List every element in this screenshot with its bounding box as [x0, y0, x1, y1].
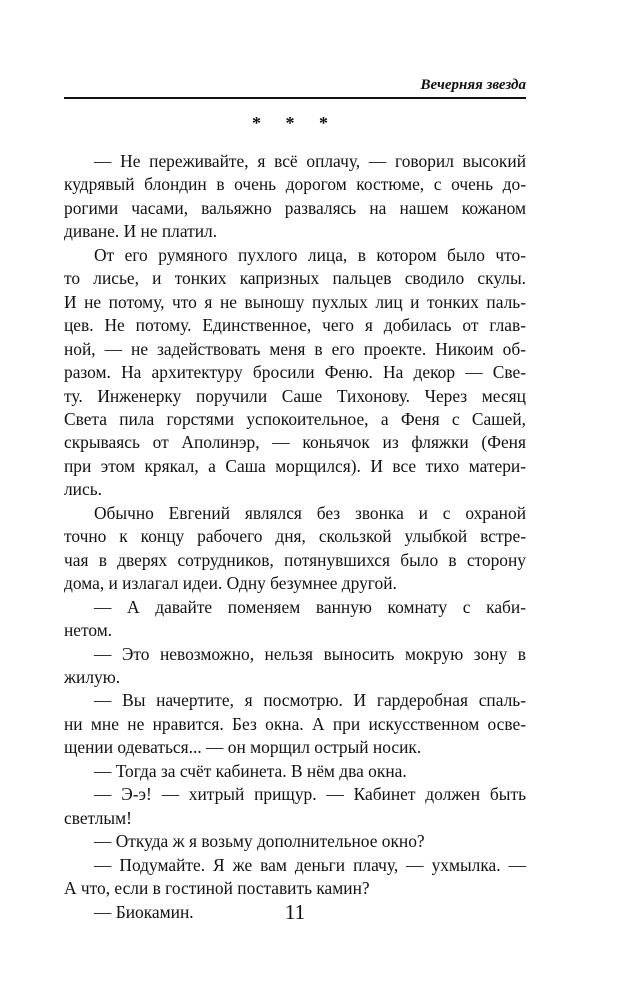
text-line: дома, и излагал идеи. Одну безумнее другой.	[64, 573, 397, 594]
text-line: ту. Инженерку поручили Саше Тихонову. Через месяц	[64, 385, 526, 406]
text-line: — Не переживайте, я всё оплачу, — говорил высокий	[94, 151, 526, 171]
text-line: разом. На архитектуру бросили Феню. На декор — Све-	[64, 362, 526, 383]
text-line: нетом.	[64, 620, 113, 641]
text-line: — Тогда за счёт кабинета. В нём два окна.	[94, 760, 407, 781]
text-block	[64, 150, 526, 924]
running-title: Вечерняя звезда	[420, 77, 526, 93]
text-line: скрываясь от Аполинэр, — коньячок из фляжки (Феня	[64, 432, 526, 453]
text-line: то лисье, и тонких капризных пальцев сводило скулы.	[64, 268, 526, 289]
text-line: диване. И не платил.	[64, 221, 218, 242]
text-line: жилую.	[64, 666, 121, 687]
text-line: — Вы начертите, я посмотрю. И гардеробная спаль-	[94, 690, 526, 711]
text-line: — Откуда ж я возьму дополнительное окно?	[94, 831, 425, 852]
text-line: ни мне не нравится. Без окна. А при искусственном осве-	[64, 713, 526, 734]
text-line: ной, — не задействовать меня в его проекте. Никоим об-	[64, 338, 526, 359]
text-line: — А давайте поменяем ванную комнату с каби-	[94, 596, 526, 617]
text-line: цев. Не потому. Единственное, чего я добилась от глав-	[64, 315, 526, 336]
section-separator: * * *	[252, 113, 338, 133]
body-text	[64, 150, 526, 924]
text-line: И не потому, что я не выношу пухлых лиц и тонких паль-	[64, 291, 526, 312]
text-line: — Биокамин.	[94, 901, 194, 922]
text-line: при этом крякал, а Саша морщился). И все тихо матери-	[64, 455, 526, 476]
text-line: Обычно Евгений являлся без звонка и с охраной	[94, 502, 526, 523]
text-line: чая в дверях сотрудников, потянувшихся было в сторону	[64, 549, 526, 570]
text-line: — Подумайте. Я же вам деньги плачу, — ухмылка. —	[94, 854, 526, 875]
text-line: кудрявый блондин в очень дорогом костюме, с очень до-	[64, 174, 526, 195]
text-line: А что, если в гостиной поставить камин?	[64, 878, 370, 899]
text-line: щении одеваться... — он морщил острый носик.	[64, 737, 422, 758]
text-line: лись.	[64, 479, 102, 500]
text-line: светлым!	[64, 807, 132, 828]
text-line: Света пила горстями успокоительное, а Феня с Сашей,	[64, 408, 526, 429]
text-line: точно к концу рабочего дня, скользкой улыбкой встре-	[64, 526, 526, 547]
text-line: — Э-э! — хитрый прищур. — Кабинет должен быть	[94, 784, 526, 805]
page-number: 11	[284, 900, 306, 924]
text-line: рогими часами, вальяжно развалясь на нашем кожаном	[64, 197, 526, 218]
text-line: От его румяного пухлого лица, в котором было что-	[94, 244, 526, 265]
header-rule	[64, 97, 526, 99]
text-line: — Это невозможно, нельзя выносить мокрую зону в	[94, 643, 526, 664]
